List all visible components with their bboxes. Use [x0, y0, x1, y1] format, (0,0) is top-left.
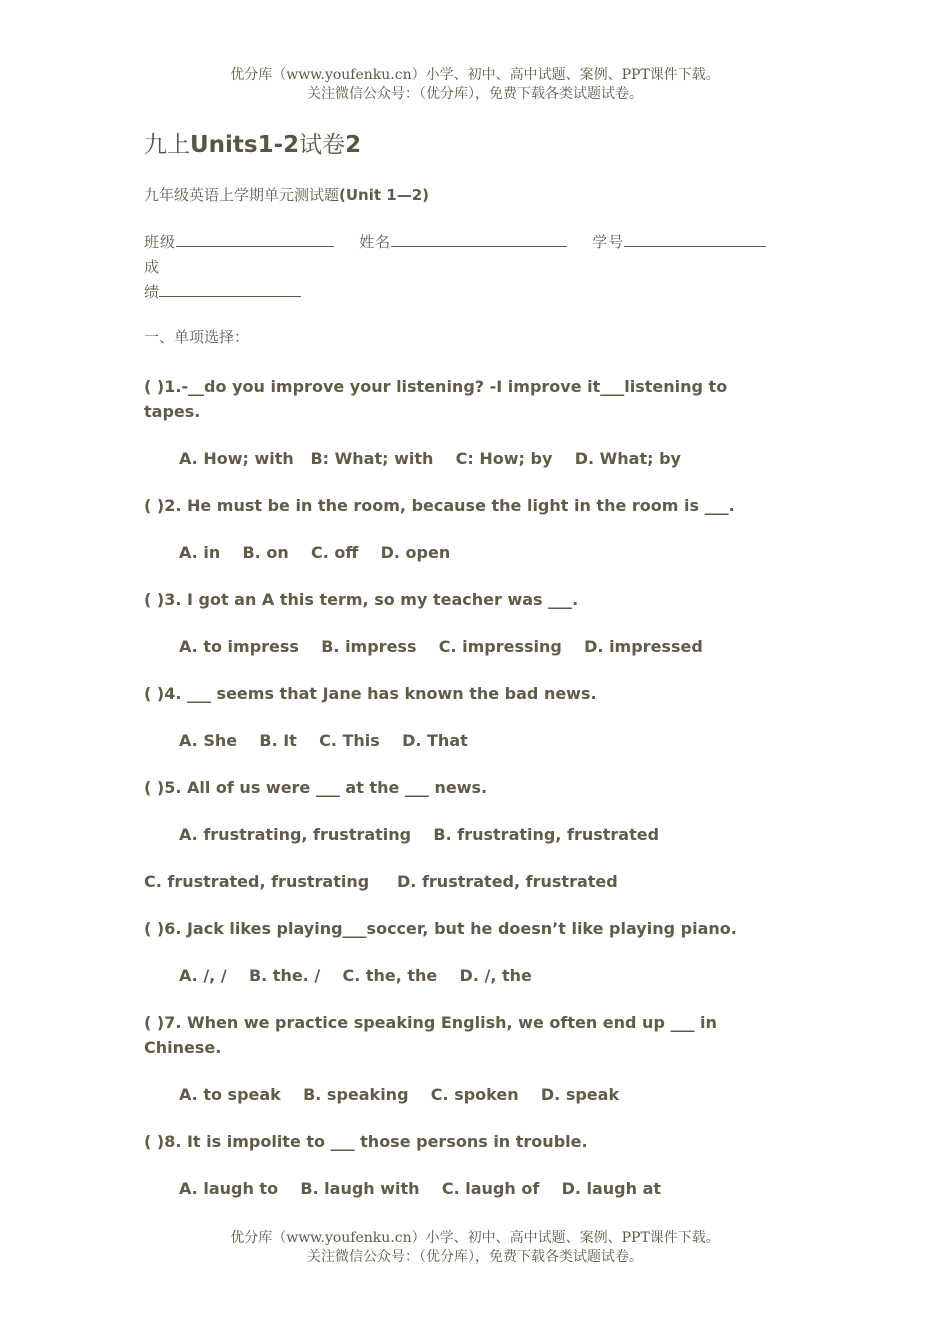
question-7: ( )7. When we practice speaking English, we often end up ___ in Chinese. — [144, 1013, 717, 1057]
question-6-options: A. /, / B. the. / C. the, the D. /, the — [179, 966, 532, 985]
footer-line-1: 优分库（www.youfenku.cn）小学、初中、高中试题、案例、PPT课件下载。 — [230, 1230, 720, 1246]
question-2: ( )2. He must be in the room, because the light in the room is ___. — [144, 496, 735, 515]
score-blank — [159, 280, 301, 297]
student-info — [144, 230, 784, 305]
title-cn-prefix: 九上 — [144, 132, 190, 158]
question-5: ( )5. All of us were ___ at the ___ news. — [144, 778, 488, 797]
document-body — [144, 130, 784, 1223]
question-1: ( )1.-__do you improve your listening? -I improve it___listening to tapes. — [144, 377, 728, 421]
question-4-options: A. She B. It C. This D. That — [179, 731, 468, 750]
header-line-1: 优分库（www.youfenku.cn）小学、初中、高中试题、案例、PPT课件下载。 — [230, 67, 720, 83]
name-label: 姓名 — [359, 233, 392, 251]
id-blank — [624, 230, 766, 247]
title-cn-suffix: 试卷 — [299, 132, 346, 158]
header-line-2: 关注微信公众号：（优分库），免费下载各类试题试卷。 — [307, 86, 643, 102]
question-6: ( )6. Jack likes playing___soccer, but he doesn’t like playing piano. — [144, 919, 737, 938]
question-5-options-line-2: C. frustrated, frustrating D. frustrated, frustrated — [144, 872, 618, 891]
title-num: 2 — [345, 132, 362, 158]
question-1-options: A. How; with B: What; with C: How; by D. What; by — [179, 449, 681, 468]
question-8-options: A. laugh to B. laugh with C. laugh of D. laugh at — [179, 1179, 662, 1198]
page-footer — [0, 1229, 950, 1267]
score-label-1: 成 — [144, 258, 160, 276]
title-en: Units1-2 — [190, 132, 300, 158]
footer-line-2: 关注微信公众号：（优分库），免费下载各类试题试卷。 — [307, 1249, 643, 1265]
page-header — [0, 66, 950, 104]
question-3: ( )3. I got an A this term, so my teacher was ___. — [144, 590, 579, 609]
question-3-options: A. to impress B. impress C. impressing D. impressed — [179, 637, 703, 656]
question-5-options-line-1: A. frustrating, frustrating B. frustrating, frustrated — [179, 825, 660, 844]
question-2-options: A. in B. on C. off D. open — [179, 543, 451, 562]
question-4: ( )4. ___ seems that Jane has known the bad news. — [144, 684, 597, 703]
subtitle-cn: 九年级英语上学期单元测试题 — [144, 186, 340, 204]
class-label: 班级 — [144, 233, 177, 251]
document-subtitle — [144, 185, 784, 205]
class-blank — [176, 230, 334, 247]
score-label-2: 绩 — [144, 283, 160, 301]
name-blank — [391, 230, 567, 247]
document-title — [144, 130, 784, 160]
subtitle-en: (Unit 1—2) — [339, 186, 429, 204]
id-label: 学号 — [592, 233, 625, 251]
question-8: ( )8. It is impolite to ___ those persons in trouble. — [144, 1132, 588, 1151]
question-7-options: A. to speak B. speaking C. spoken D. speak — [179, 1085, 620, 1104]
section-heading: 一、单项选择： — [144, 328, 250, 346]
